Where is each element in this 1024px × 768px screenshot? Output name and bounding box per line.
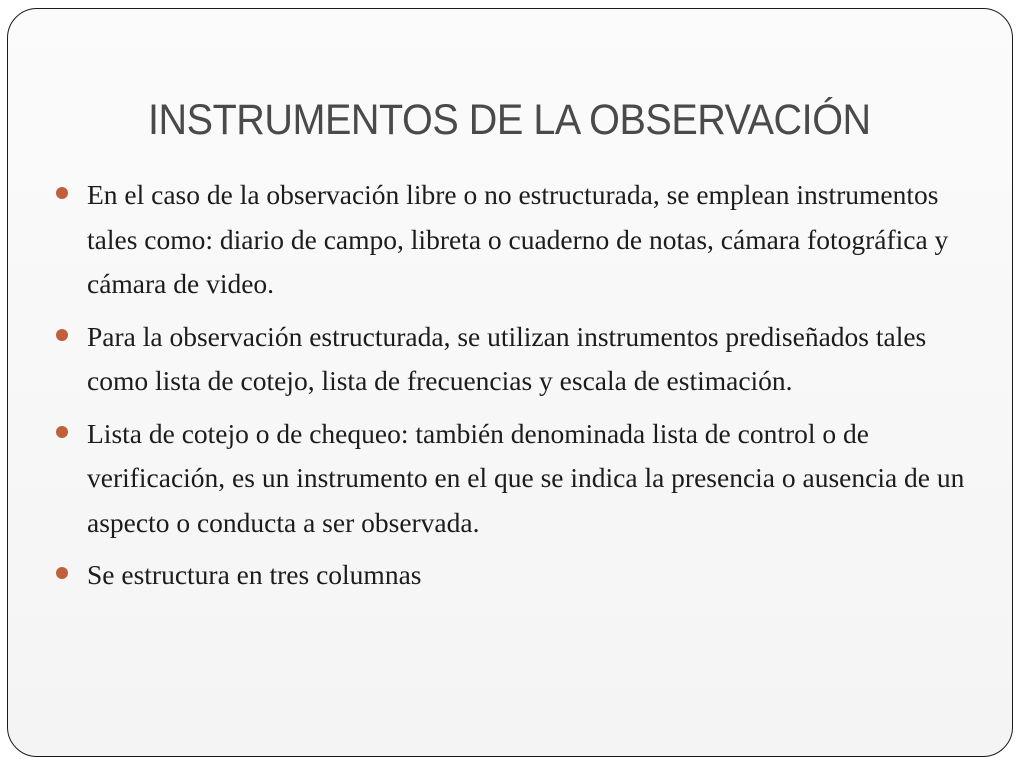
bullet-text: En el caso de la observación libre o no estructurada, se emplean instrumentos tales como: diario de campo, libreta o cuaderno de notas, cámara fotográfica y cámara de video. [87, 179, 949, 299]
bullet-dot-icon [56, 187, 68, 199]
slide-title: INSTRUMENTOS DE LA OBSERVACIÓN [148, 96, 871, 144]
bullet-item [48, 315, 968, 404]
bullet-item [48, 173, 968, 307]
bullet-text: Para la observación estructurada, se utilizan instrumentos prediseñados tales como lista de cotejo, lista de frecuencias y escala de estimación. [87, 320, 927, 396]
bullet-dot-icon [56, 426, 68, 438]
bullet-text: Lista de cotejo o de chequeo: también denominada lista de control o de verificación, es un instrumento en el que se indica la presencia o ausencia de un aspecto o conducta a ser observada. [87, 417, 965, 538]
bullet-list [48, 173, 968, 606]
bullet-item [48, 553, 968, 598]
bullet-dot-icon [56, 567, 68, 579]
bullet-item [48, 412, 968, 546]
bullet-text: Se estructura en tres columnas [87, 559, 422, 590]
bullet-dot-icon [56, 329, 68, 341]
